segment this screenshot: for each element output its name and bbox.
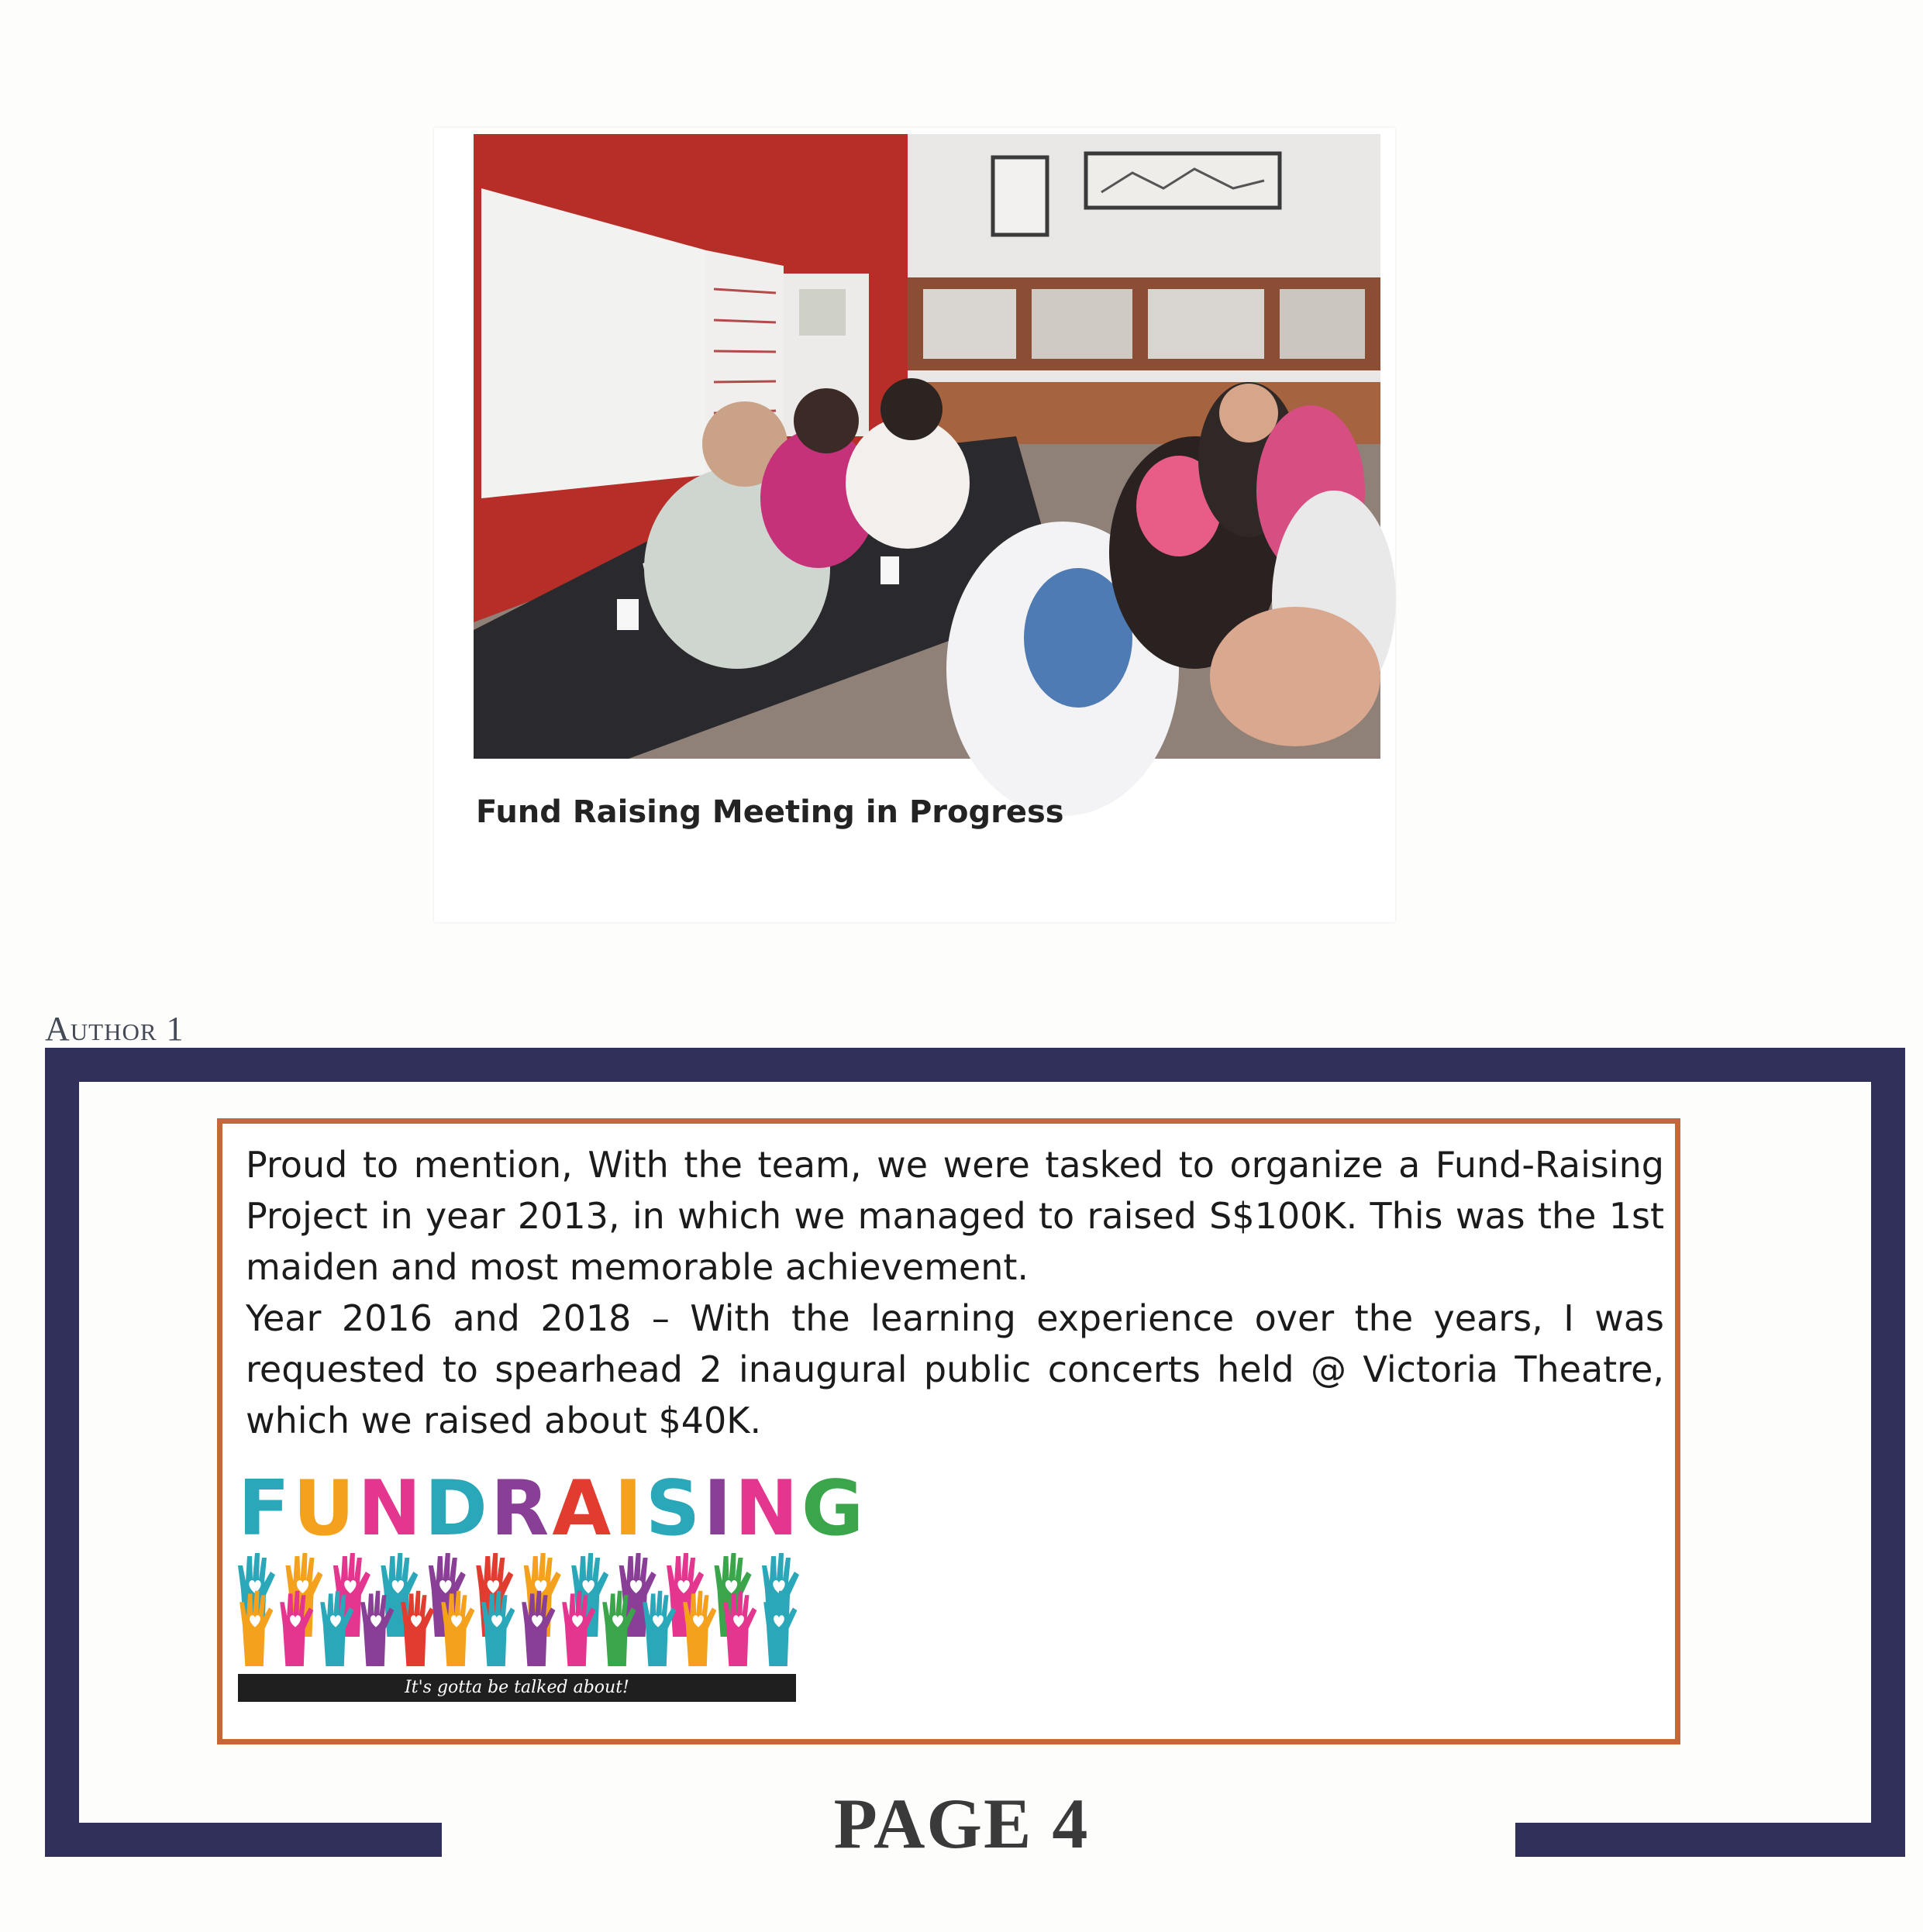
meeting-photo-illustration xyxy=(474,134,1380,759)
fundraising-letter: N xyxy=(734,1465,801,1553)
tagline-text: It's gotta be talked about! xyxy=(405,1678,629,1697)
page-number: PAGE 4 xyxy=(833,1784,1090,1863)
fundraising-title xyxy=(238,1465,867,1553)
fundraising-letter: D xyxy=(424,1465,491,1553)
frame-left-border xyxy=(45,1048,79,1857)
fundraising-letter: U xyxy=(292,1465,358,1553)
fundraising-letter: G xyxy=(801,1465,867,1553)
fundraising-graphic xyxy=(238,1465,867,1705)
frame-right-border xyxy=(1871,1048,1905,1857)
tagline-bar xyxy=(238,1674,796,1702)
fundraising-letter: S xyxy=(645,1465,704,1553)
fundraising-letter: I xyxy=(614,1465,646,1553)
fundraising-letter: R xyxy=(490,1465,553,1553)
fundraising-letter: A xyxy=(552,1465,615,1553)
paragraph-2016-2018: Year 2016 and 2018 – With the learning experience over the years, I was requested to spearhead 2 inaugural public concerts held @ Victoria Theatre, which we raised about $40K. xyxy=(246,1297,1664,1441)
photo-caption: Fund Raising Meeting in Progress xyxy=(476,794,1064,830)
raised-hands-illustration xyxy=(238,1551,796,1675)
achievement-text xyxy=(246,1139,1664,1446)
fundraising-letter: I xyxy=(703,1465,735,1553)
meeting-photo xyxy=(474,134,1380,759)
achievement-text-box xyxy=(217,1118,1680,1744)
fundraising-letter: F xyxy=(238,1465,293,1553)
frame-top-border xyxy=(45,1048,1905,1082)
fundraising-letter: N xyxy=(357,1465,425,1553)
photo-card xyxy=(434,128,1395,922)
author-label: Author 1 xyxy=(45,1010,184,1048)
paragraph-2013: Proud to mention, With the team, we were tasked to organize a Fund-Raising Project in year 2013, in which we managed to raised S$100K. This was the 1st maiden and most memorable achievement. xyxy=(246,1144,1664,1288)
